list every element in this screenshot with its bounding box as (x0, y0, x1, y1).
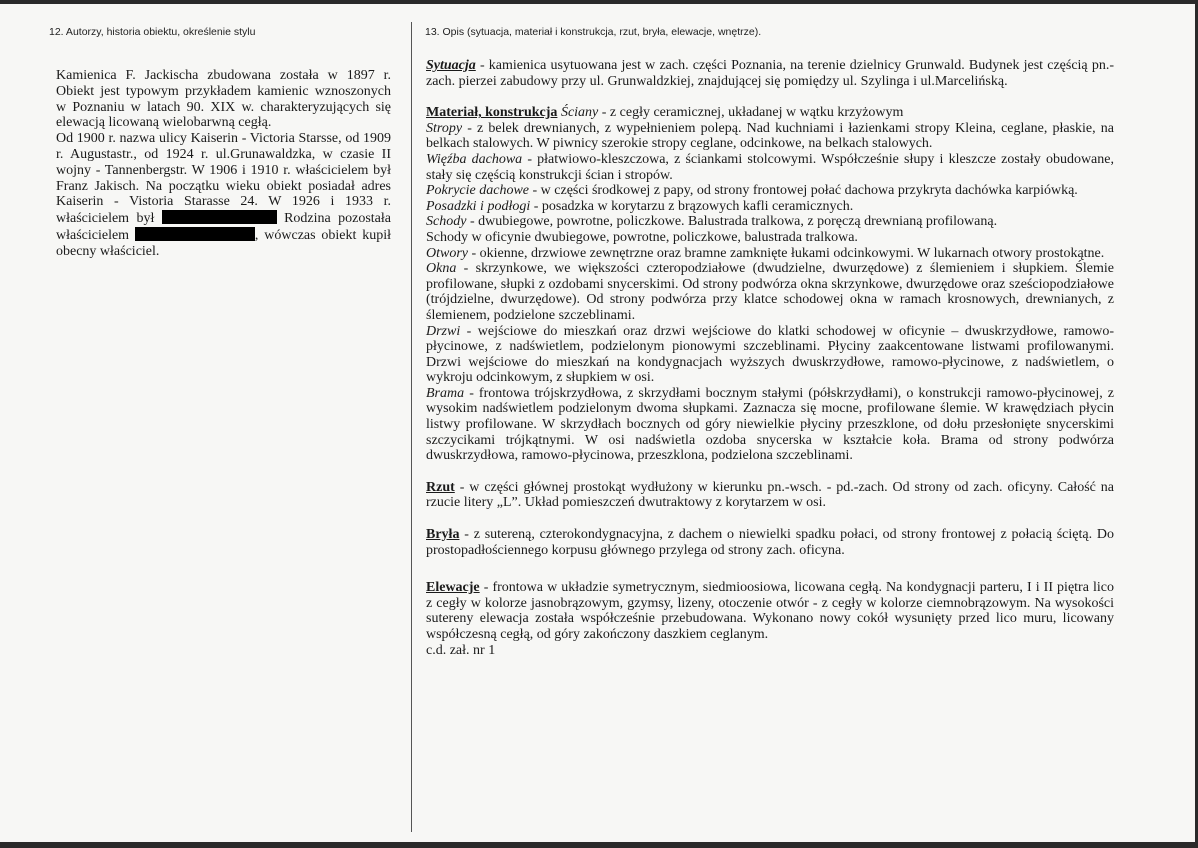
bryla-heading: Bryła (426, 527, 460, 543)
scan-edge-bottom (0, 842, 1198, 848)
sciany-text: - z cegły ceramicznej, układanej w wątku krzyżowym (598, 105, 904, 121)
brama-paragraph (426, 386, 1114, 464)
drzwi-text: - wejściowe do mieszkań oraz drzwi wejściowe do klatki schodowej w oficynie – dwuskrzydłowe, ramowo-płycinowe, z nadświetlem, podzielonym pionowymi szczeblinami. Płyciny zaakcentowane listwami profilowanymi. Drzwi wejściowe do mieszkań na kondygnacjach wyższych dwuskrzydłowe, ramowo-płycinowe, z nadświetlem, o wykroju odcinkowym, z słupkiem w osi. (426, 323, 1114, 386)
history-paragraph-2 (56, 131, 391, 259)
rzut-paragraph (426, 480, 1114, 511)
redaction-bar-1 (162, 210, 277, 224)
continuation-note: c.d. zał. nr 1 (426, 642, 496, 658)
otwory-paragraph (426, 246, 1114, 262)
sytuacja-heading: Sytuacja (426, 58, 476, 73)
otwory-text: - okienne, drzwiowe zewnętrzne oraz bramne zamknięte łukami odcinkowymi. W lukarnach otwory prostokątne. (468, 245, 1105, 261)
history-text-a: Od 1900 r. nazwa ulicy Kaiserin - Victoria Starsse, od 1909 r. Augustastr., od 1924 r. ul.Grunawaldzka, w czasie II wojny - Tannenbergstr. W 1906 i 1910 r. właścicielem był Franz Jakisch. Na początku wieku obiekt posiadał adres Kaiserin - Vistoria Starasse 24. W 1926 i 1933 r. właścicielem był (56, 131, 391, 227)
rzut-heading: Rzut (426, 479, 455, 495)
elewacje-paragraph (426, 580, 1114, 642)
elewacje-heading: Elewacje (426, 580, 480, 596)
pokrycie-text: - w części środkowej z papy, od strony frontowej połać dachowa przykryta dachówka karpiówką. (529, 183, 1078, 199)
brama-label: Brama (426, 385, 465, 401)
okna-paragraph (426, 261, 1114, 323)
stropy-label: Stropy (426, 120, 463, 136)
wiezba-label: Więźba dachowa (426, 151, 523, 167)
bryla-paragraph (426, 527, 1114, 558)
redaction-bar-2 (135, 227, 255, 241)
posadzki-paragraph (426, 199, 1114, 215)
rzut-text: - w części głównej prostokąt wydłużony w kierunku pn.-wsch. - pd.-zach. Od strony od zach. oficyny. Całość na rzucie litery „L”. Układ pomieszczeń dwutraktowy z korytarzem w osi. (426, 479, 1114, 511)
pokrycie-paragraph (426, 183, 1114, 199)
posadzki-text: - posadzka w korytarzu z brązowych kafli ceramicznych. (530, 198, 854, 214)
schody-oficyna-paragraph: Schody w oficynie dwubiegowe, powrotne, policzkowe, balustrada tralkowa. (426, 229, 858, 245)
scan-edge-top (0, 0, 1198, 4)
brama-text: - frontowa trójskrzydłowa, z skrzydłami bocznym stałymi (półskrzydłami), o konstrukcji ramowo-płycinowej, z wysokim nadświetlem podzielonym dwoma słupkami. Zaznacza się mocne, profilowane ślemie. W krawędziach płycin listwy profilowane. W skrzydłach bocznych od góry niewielkie płyciny przeszklone, od dołu przesłonięte snycerskimi szczycikami trójkątnymi. W osi nadświetla ozdoba snycerska w kształcie koła. Brama od strony podwórza dwuskrzydłowa, ramowo-płycinowa, przeszklona, podzielona szczeblinami. (426, 385, 1114, 464)
stropy-paragraph (426, 121, 1114, 152)
drzwi-label: Drzwi (426, 323, 461, 339)
okna-text: - skrzynkowe, we większości czteropodziałowe (dwudzielne, dwurzędowe) z ślemieniem i słupkiem. Ślemie profilowane, słupki z ozdobami snycerskimi. Od strony podwórza okna skrzynkowe, dwurzędowe oraz sześciopodziałowe (trójdzielne, dwurzędowe). Od strony podwórza przy klatce schodowej okna w ramach krosnowych, drewnianych, z ślemienem, podzielone szczeblinami. (426, 261, 1114, 323)
drzwi-paragraph (426, 324, 1114, 386)
elewacje-text: - frontowa w układzie symetrycznym, siedmioosiowa, licowana cegłą. Na kondygnacji parteru, I i II piętra lico z cegły w kolorze jasnobrązowym, gzymsy, lizeny, otoczenie otwór - z cegły w kolorze ciemnobrązowym. Na wysokości sutereny elewacja została współcześnie przebudowana. Wykonano nowy cokół wysunięty przed lico muru, licowany współczesną cegłą, od góry zakończony daszkiem ceglanym. (426, 580, 1114, 642)
history-text-b: Rodzina pozostała właścicielem (56, 211, 391, 243)
sytuacja-text: - kamienica usytuowana jest w zach. części Poznania, na terenie dzielnicy Grunwald. Budynek jest częścią pn.-zach. pierzei zabudowy przy ul. Grunwaldzkiej, znajdującej się pomiędzy ul. Szylinga i ul.Marcelińską. (426, 58, 1114, 89)
history-text-c: , wówczas obiekt kupił obecny właściciel. (56, 227, 392, 259)
wiezba-text: - płatwiowo-kleszczowa, z ściankami stolcowymi. Współcześnie słupy i kleszcze zostały obudowane, stały się częścią konstrukcji ścian i stropów. (426, 151, 1114, 183)
schody-label: Schody (426, 214, 467, 230)
posadzki-label: Posadzki i podłogi (426, 198, 531, 214)
sciany-label: Ściany (560, 105, 599, 121)
stropy-text: - z belek drewnianych, z wypełnieniem polepą. Nad kuchniami i łazienkami stropy Kleina, ceglane, płaskie, na belkach stalowych. W piwnicy szerokie stropy ceglane, odcinkowe, na belkach stalowych. (426, 120, 1114, 152)
column-divider (411, 22, 412, 832)
material-heading: Materiał, konstrukcja (426, 105, 558, 121)
schody-paragraph (426, 214, 1114, 230)
history-column (56, 68, 391, 260)
material-paragraph (426, 105, 1114, 121)
sytuacja-paragraph (426, 58, 1114, 89)
okna-label: Okna (426, 261, 457, 277)
pokrycie-label: Pokrycie dachowe (426, 183, 530, 199)
description-column (426, 58, 1114, 658)
bryla-text: - z sutereną, czterokondygnacyjna, z dachem o niewielki spadku połaci, od strony frontowej z połacią ściętą. Do prostopadłościennego korpusu głównego przylega od strony zach. oficyna. (426, 527, 1114, 558)
section-12-header: 12. Autorzy, historia obiektu, określenie stylu (49, 26, 256, 38)
otwory-label: Otwory (426, 245, 468, 261)
schody-text: - dwubiegowe, powrotne, policzkowe. Balustrada tralkowa, z poręczą drewnianą profilowaną. (466, 214, 998, 230)
history-paragraph-1: Kamienica F. Jackischa zbudowana została w 1897 r. Obiekt jest typowym przykładem kamienic wznoszonych w Poznaniu w latach 90. XIX w. charakteryzujących się elewacją licowaną wielobarwną cegłą. (56, 68, 391, 131)
section-13-header: 13. Opis (sytuacja, materiał i konstrukcja, rzut, bryła, elewacje, wnętrze). (425, 26, 762, 38)
wiezba-paragraph (426, 152, 1114, 183)
